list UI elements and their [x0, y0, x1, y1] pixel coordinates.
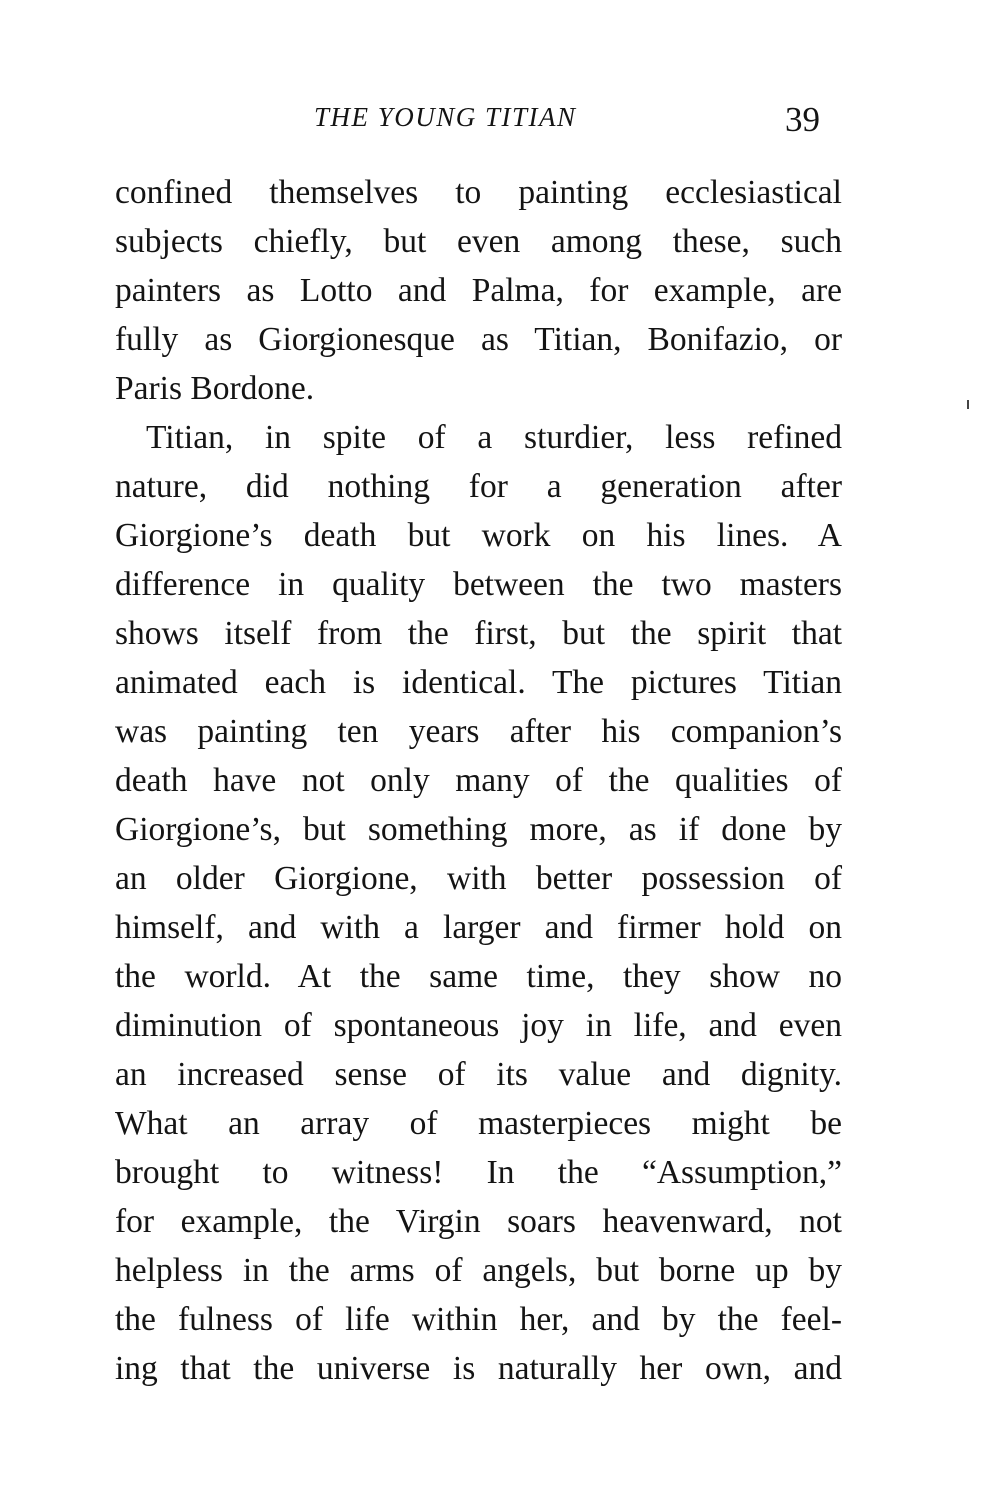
- text-line-18: diminution of spontaneous joy in life, and even: [115, 1007, 842, 1044]
- text-line-3: painters as Lotto and Palma, for example, are: [115, 272, 842, 309]
- text-line-25: ing that the universe is naturally her own, and: [115, 1350, 842, 1387]
- text-line-1: confined themselves to painting ecclesiastical: [115, 174, 842, 211]
- text-line-4: fully as Giorgionesque as Titian, Bonifazio, or: [115, 321, 842, 358]
- text-line-11: animated each is identical. The pictures Titian: [115, 664, 842, 701]
- text-line-20: What an array of masterpieces might be: [115, 1105, 842, 1142]
- text-line-7: nature, did nothing for a generation after: [115, 468, 842, 505]
- text-line-8: Giorgione’s death but work on his lines. A: [115, 517, 842, 554]
- text-line-23: helpless in the arms of angels, but borne up by: [115, 1252, 842, 1289]
- running-head: [0, 92, 1000, 142]
- page-number: 39: [785, 100, 820, 139]
- text-line-9: difference in quality between the two masters: [115, 566, 842, 603]
- text-line-2: subjects chiefly, but even among these, such: [115, 223, 842, 260]
- text-line-15: an older Giorgione, with better possession of: [115, 860, 842, 897]
- text-line-6: Titian, in spite of a sturdier, less refined: [146, 419, 842, 456]
- text-line-24: the fulness of life within her, and by the feel-: [115, 1301, 842, 1338]
- text-line-13: death have not only many of the qualities of: [115, 762, 842, 799]
- print-speck: [967, 400, 969, 409]
- text-line-21: brought to witness! In the “Assumption,”: [115, 1154, 842, 1191]
- text-line-12: was painting ten years after his companion’s: [115, 713, 842, 750]
- text-line-22: for example, the Virgin soars heavenward, not: [115, 1203, 842, 1240]
- running-title: THE YOUNG TITIAN: [314, 102, 577, 132]
- text-line-19: an increased sense of its value and dignity.: [115, 1056, 842, 1093]
- text-line-10: shows itself from the first, but the spirit that: [115, 615, 842, 652]
- text-line-17: the world. At the same time, they show no: [115, 958, 842, 995]
- text-line-5: Paris Bordone.: [115, 370, 315, 407]
- text-line-14: Giorgione’s, but something more, as if done by: [115, 811, 842, 848]
- body-text: [115, 168, 842, 1393]
- text-line-16: himself, and with a larger and firmer hold on: [115, 909, 842, 946]
